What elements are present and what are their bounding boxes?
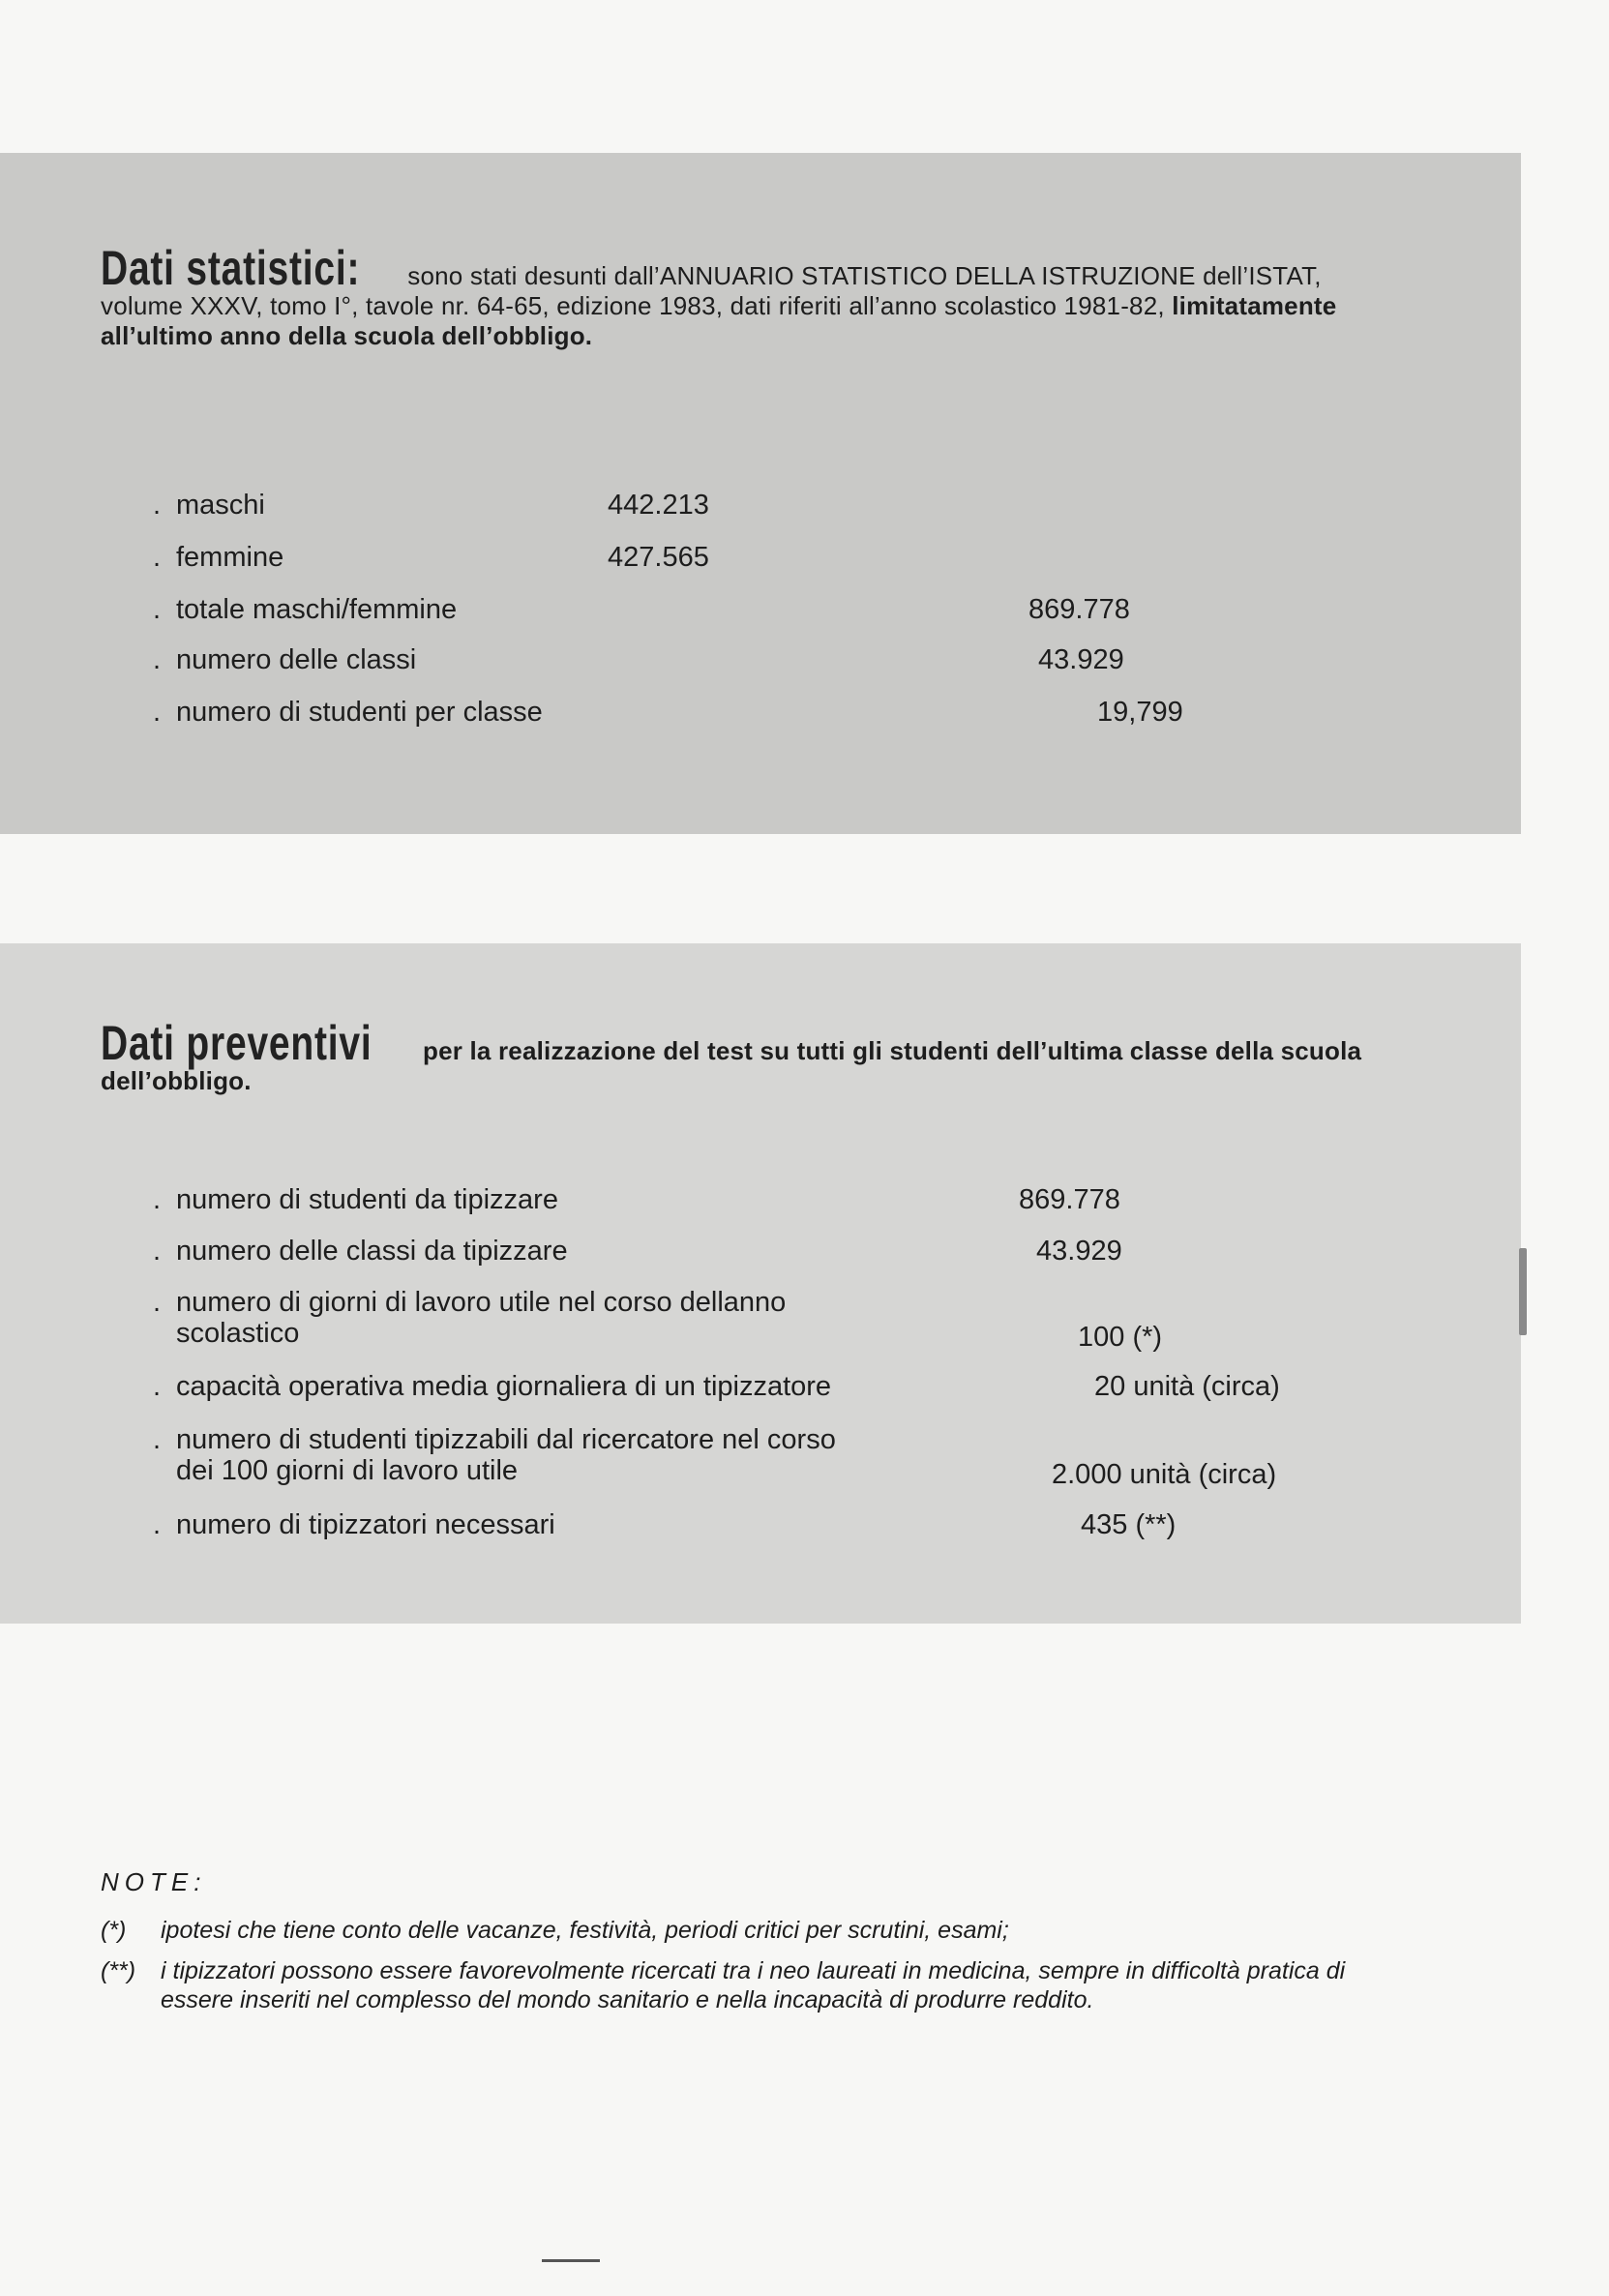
bullet: . [153, 1509, 162, 1540]
prev-label: numero di tipizzatori necessari [176, 1509, 555, 1540]
stat-label: numero delle classi [176, 644, 417, 675]
statistici-heading: Dati statistici: [101, 241, 361, 295]
page-dash-mark [542, 2259, 600, 2262]
statistici-intro-bold: limitatamente all’ultimo anno della scuola dell’obbligo. [101, 291, 1337, 350]
preventivi-intro-text: per la realizzazione del test su tutti gli studenti dell’ultima classe della scuola dell’obbligo. [101, 1036, 1362, 1095]
prev-label: numero di studenti tipizzabili dal ricercatore nel corso [176, 1424, 836, 1455]
statistici-intro [101, 241, 1339, 351]
bullet: . [153, 1236, 162, 1267]
prev-value: 435 (**) [1081, 1509, 1177, 1540]
note-text: i tipizzatori possono essere favorevolmente ricercati tra i neo laureati in medicina, sempre in difficoltà pratica di essere inseriti nel complesso del mondo sanitario e nella incapacità di produrre reddito. [161, 1957, 1346, 2013]
statistici-intro-text: sono stati desunti dall’ANNUARIO STATISTICO DELLA ISTRUZIONE dell’ISTAT, volume XXXV, tomo I°, tavole nr. 64-65, edizione 1983, dati riferiti all’anno scolastico 1981-82, [101, 261, 1322, 320]
page-edge-mark [1519, 1248, 1527, 1335]
notes-title: NOTE: [101, 1867, 207, 1896]
bullet: . [153, 542, 162, 573]
prev-value: 869.778 [1019, 1184, 1120, 1215]
preventivi-intro [101, 1016, 1397, 1096]
prev-value: 2.000 unità (circa) [1052, 1459, 1277, 1490]
stat-value: 869.778 [1028, 594, 1130, 625]
prev-label: numero di studenti da tipizzare [176, 1184, 558, 1215]
bullet: . [153, 1184, 162, 1215]
note-mark: (**) [101, 1957, 136, 1984]
stat-value: 442.213 [608, 490, 709, 521]
stat-label: femmine [176, 542, 284, 573]
bullet: . [153, 1424, 162, 1455]
bullet: . [153, 1371, 162, 1402]
prev-label: numero di giorni di lavoro utile nel corso dellanno [176, 1287, 787, 1318]
bullet: . [153, 644, 162, 675]
stat-value: 43.929 [1038, 644, 1124, 675]
bullet: . [153, 697, 162, 728]
stat-value: 427.565 [608, 542, 709, 573]
bullet: . [153, 490, 162, 521]
stat-label: maschi [176, 490, 265, 521]
stat-label: totale maschi/femmine [176, 594, 458, 625]
prev-value: 20 unità (circa) [1094, 1371, 1280, 1402]
bullet: . [153, 1287, 162, 1318]
prev-label: dei 100 giorni di lavoro utile [176, 1455, 519, 1486]
bullet: . [153, 594, 162, 625]
note-item [101, 1956, 1349, 2014]
notes-section [101, 1867, 1349, 2026]
prev-value: 100 (*) [1078, 1322, 1163, 1353]
note-item [101, 1916, 1349, 1945]
note-mark: (*) [101, 1917, 127, 1944]
prev-value: 43.929 [1036, 1236, 1122, 1267]
prev-label: scolastico [176, 1318, 300, 1349]
prev-label: numero delle classi da tipizzare [176, 1236, 568, 1267]
preventivi-heading: Dati preventivi [101, 1016, 372, 1070]
prev-label: capacità operativa media giornaliera di un tipizzatore [176, 1371, 832, 1402]
stat-value: 19,799 [1097, 697, 1183, 728]
stat-label: numero di studenti per classe [176, 697, 543, 728]
note-text: ipotesi che tiene conto delle vacanze, festività, periodi critici per scrutini, esami; [161, 1917, 1009, 1944]
